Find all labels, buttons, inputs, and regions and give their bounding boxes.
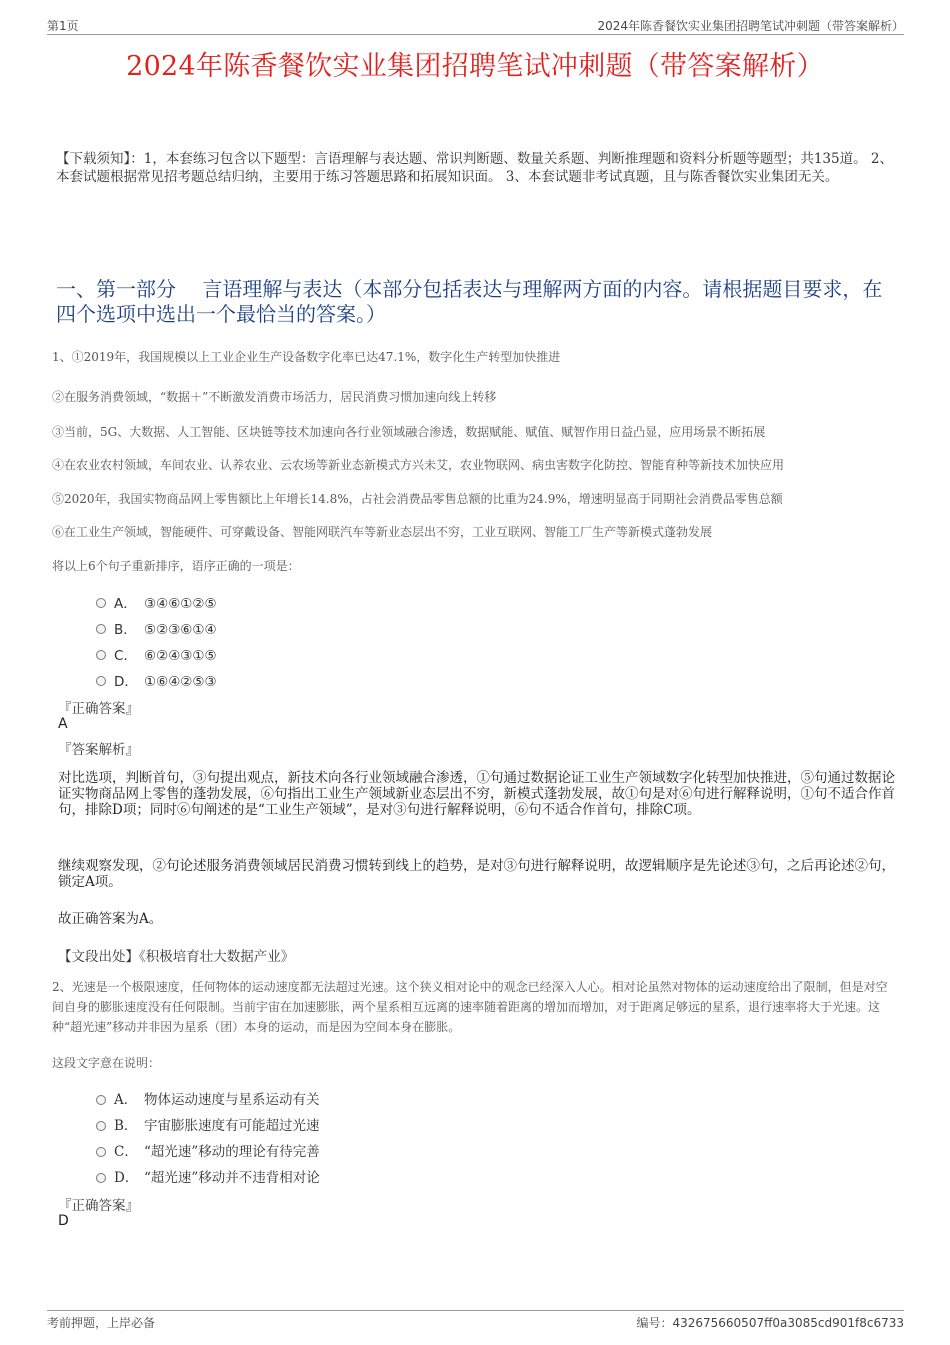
q1-source: 【文段出处】《积极培育壮大数据产业》 <box>58 949 295 965</box>
q2-option-b[interactable]: B． 宇宙膨胀速度有可能超过光速 <box>96 1114 320 1134</box>
q2-option-c[interactable]: C． “超光速”移动的理论有待完善 <box>96 1140 320 1160</box>
page-number: 第1页 <box>47 19 79 33</box>
page-footer <box>47 1310 904 1329</box>
q2-option-a[interactable]: A． 物体运动速度与星系运动有关 <box>96 1088 320 1108</box>
radio-icon[interactable] <box>96 624 106 634</box>
header-doc-title: 2024年陈香餐饮实业集团招聘笔试冲刺题（带答案解析） <box>597 19 904 33</box>
section-heading: 一、第一部分 言语理解与表达（本部分包括表达与理解两方面的内容。请根据题目要求，在四个选项中选出一个最恰当的答案。） <box>56 277 883 326</box>
q2-answer: D <box>58 1213 69 1229</box>
q1-option-d[interactable]: D． ①⑥④②⑤③ <box>96 670 217 690</box>
q1-answer: A <box>58 716 68 732</box>
document-title: 2024年陈香餐饮实业集团招聘笔试冲刺题（带答案解析） <box>126 51 824 82</box>
q1-analysis-para-3: 故正确答案为A。 <box>58 911 163 927</box>
q1-option-b[interactable]: B． ⑤②③⑥①④ <box>96 618 217 638</box>
q1-sentence-5: ⑤2020年，我国实物商品网上零售额比上年增长14.8%，占社会消费品零售总额的比重为24.9%，增速明显高于同期社会消费品零售总额 <box>52 492 783 506</box>
q2-answer-label: 『正确答案』 <box>58 1198 139 1214</box>
q1-analysis-para-2: 继续观察发现，②句论述服务消费领域居民消费习惯转到线上的趋势，是对③句进行解释说明，故逻辑顺序是先论述③句，之后再论述②句，锁定A项。 <box>58 858 895 890</box>
radio-icon[interactable] <box>96 1147 106 1157</box>
q1-prompt: 将以上6个句子重新排序，语序正确的一项是： <box>52 559 300 573</box>
q2-option-d[interactable]: D． “超光速”移动并不违背相对论 <box>96 1166 320 1186</box>
q1-sentence-6: ⑥在工业生产领域，智能硬件、可穿戴设备、智能网联汽车等新业态层出不穷，工业互联网、智能工厂生产等新模式蓬勃发展 <box>52 525 713 539</box>
q1-answer-label: 『正确答案』 <box>58 701 139 717</box>
q1-analysis-para-1: 对比选项，判断首句，③句提出观点，新技术向各行业领域融合渗透，①句通过数据论证工业生产领域数字化转型加快推进，⑤句通过数据论证实物商品网上零售的蓬勃发展，⑥句指出工业生产领域新业态层出不穷，新模式蓬勃发展，故①句是对⑥句进行解释说明，①句不适合作首句，排除D项；同时⑥句阐述的是“工业生产领域”，是对③句进行解释说明，⑥句不适合作首句，排除C项。 <box>58 770 895 818</box>
download-notice: 【下载须知】：1，本套练习包含以下题型：言语理解与表达题、常识判断题、数量关系题、判断推理题和资料分析题等题型；共135道。 2、本套试题根据常见招考题总结归纳，主要用于练习答题思路和拓展知识面。 3、本套试题非考试真题，且与陈香餐饮实业集团无关。 <box>56 151 893 185</box>
q1-sentence-4: ④在农业农村领域，车间农业、认养农业、云农场等新业态新模式方兴未艾，农业物联网、病虫害数字化防控、智能育种等新技术加快应用 <box>52 458 785 472</box>
page-header <box>47 16 904 35</box>
radio-icon[interactable] <box>96 676 106 686</box>
q1-sentence-2: ②在服务消费领域，“数据＋”不断激发消费市场活力，居民消费习惯加速向线上转移 <box>52 390 497 404</box>
radio-icon[interactable] <box>96 1173 106 1183</box>
footer-serial: 编号：432675660507ff0a3085cd901f8c6733 <box>636 1316 904 1330</box>
radio-icon[interactable] <box>96 650 106 660</box>
q2-text: 2、光速是一个极限速度，任何物体的运动速度都无法超过光速。这个狭义相对论中的观念已经深入人心。相对论虽然对物体的运动速度给出了限制，但是对空间自身的膨胀速度没有任何限制。当前宇宙在加速膨胀，两个星系相互远离的速率随着距离的增加而增加，对于距离足够远的星系，退行速率将大于光速。这种“超光速”移动并非因为星系（团）本身的运动，而是因为空间本身在膨胀。 <box>52 980 888 1034</box>
radio-icon[interactable] <box>96 598 106 608</box>
q1-sentence-3: ③当前，5G、大数据、人工智能、区块链等技术加速向各行业领域融合渗透，数据赋能、赋值、赋智作用日益凸显，应用场景不断拓展 <box>52 425 766 439</box>
q2-prompt: 这段文字意在说明： <box>52 1056 161 1070</box>
q1-analysis-label: 『答案解析』 <box>58 742 139 758</box>
footer-slogan: 考前押题，上岸必备 <box>47 1316 156 1330</box>
q1-option-a[interactable]: A． ③④⑥①②⑤ <box>96 592 217 612</box>
q1-sentence-1: 1、①2019年，我国规模以上工业企业生产设备数字化率已达47.1%，数字化生产转型加快推进 <box>52 350 561 364</box>
radio-icon[interactable] <box>96 1121 106 1131</box>
radio-icon[interactable] <box>96 1095 106 1105</box>
q1-option-c[interactable]: C． ⑥②④③①⑤ <box>96 644 217 664</box>
